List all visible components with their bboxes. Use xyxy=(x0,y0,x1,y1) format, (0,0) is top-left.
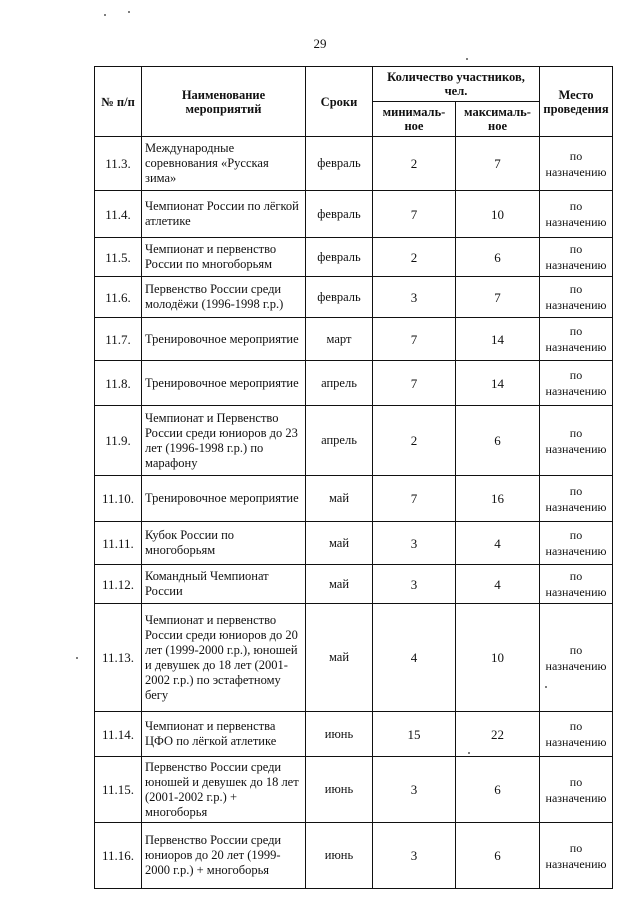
min-participants: 2 xyxy=(373,137,456,191)
event-place: по назначению xyxy=(540,318,613,361)
event-term: май xyxy=(306,604,373,712)
event-name: Чемпионат и первенство России по многоборьям xyxy=(142,238,306,277)
event-place: по назначению xyxy=(540,277,613,318)
row-number: 11.15. xyxy=(95,757,142,823)
max-participants: 6 xyxy=(456,757,540,823)
table-row xyxy=(95,406,613,476)
table-row xyxy=(95,522,613,565)
event-place: по назначению xyxy=(540,604,613,712)
event-place: по назначению xyxy=(540,476,613,522)
event-place: по назначению xyxy=(540,191,613,238)
event-term: май xyxy=(306,565,373,604)
max-participants: 10 xyxy=(456,191,540,238)
event-name: Первенство России среди юниоров до 20 лет (1999-2000 г.р.) + многоборья xyxy=(142,823,306,889)
event-place: по назначению xyxy=(540,361,613,406)
row-number: 11.3. xyxy=(95,137,142,191)
max-participants: 14 xyxy=(456,318,540,361)
event-place: по назначению xyxy=(540,757,613,823)
event-name: Первенство России среди юношей и девушек до 18 лет (2001-2002 г.р.) + многоборья xyxy=(142,757,306,823)
row-number: 11.6. xyxy=(95,277,142,318)
min-participants: 2 xyxy=(373,406,456,476)
min-participants: 3 xyxy=(373,522,456,565)
table-row xyxy=(95,712,613,757)
row-number: 11.11. xyxy=(95,522,142,565)
event-name: Тренировочное мероприятие xyxy=(142,476,306,522)
max-participants: 7 xyxy=(456,137,540,191)
max-participants: 14 xyxy=(456,361,540,406)
scan-speck xyxy=(76,657,78,659)
event-term: май xyxy=(306,476,373,522)
max-participants: 6 xyxy=(456,823,540,889)
event-term: апрель xyxy=(306,361,373,406)
event-term: февраль xyxy=(306,277,373,318)
max-participants: 4 xyxy=(456,565,540,604)
min-participants: 7 xyxy=(373,191,456,238)
table-header xyxy=(95,67,613,137)
max-participants: 16 xyxy=(456,476,540,522)
event-place: по назначению xyxy=(540,565,613,604)
min-participants: 7 xyxy=(373,476,456,522)
event-name: Кубок России по многоборьям xyxy=(142,522,306,565)
table-row xyxy=(95,565,613,604)
header-name: Наименование мероприятий xyxy=(142,67,306,137)
event-name: Командный Чемпионат России xyxy=(142,565,306,604)
event-term: июнь xyxy=(306,757,373,823)
min-participants: 15 xyxy=(373,712,456,757)
page-number: 29 xyxy=(313,36,327,51)
event-place: по назначению xyxy=(540,823,613,889)
header-num: № п/п xyxy=(95,67,142,137)
header-place: Место проведения xyxy=(540,67,613,137)
event-place: по назначению xyxy=(540,712,613,757)
event-name: Тренировочное мероприятие xyxy=(142,361,306,406)
event-place: по назначению xyxy=(540,238,613,277)
event-term: июнь xyxy=(306,712,373,757)
min-participants: 4 xyxy=(373,604,456,712)
row-number: 11.7. xyxy=(95,318,142,361)
min-participants: 7 xyxy=(373,361,456,406)
event-term: февраль xyxy=(306,137,373,191)
row-number: 11.10. xyxy=(95,476,142,522)
scan-speck xyxy=(128,11,130,13)
table-row xyxy=(95,476,613,522)
table-row xyxy=(95,757,613,823)
row-number: 11.12. xyxy=(95,565,142,604)
event-term: май xyxy=(306,522,373,565)
header-min: минималь-ное xyxy=(373,102,456,137)
scan-speck xyxy=(468,752,470,754)
event-term: февраль xyxy=(306,238,373,277)
event-name: Чемпионат России по лёгкой атлетике xyxy=(142,191,306,238)
event-term: июнь xyxy=(306,823,373,889)
event-place: по назначению xyxy=(540,522,613,565)
min-participants: 2 xyxy=(373,238,456,277)
min-participants: 3 xyxy=(373,277,456,318)
table-row xyxy=(95,318,613,361)
header-term: Сроки xyxy=(306,67,373,137)
events-table xyxy=(94,66,613,889)
event-name: Международные соревнования «Русская зима» xyxy=(142,137,306,191)
event-name: Первенство России среди молодёжи (1996-1998 г.р.) xyxy=(142,277,306,318)
row-number: 11.13. xyxy=(95,604,142,712)
event-term: апрель xyxy=(306,406,373,476)
scan-speck xyxy=(466,58,468,60)
table-row xyxy=(95,137,613,191)
row-number: 11.14. xyxy=(95,712,142,757)
event-name: Чемпионат и первенства ЦФО по лёгкой атлетике xyxy=(142,712,306,757)
event-name: Чемпионат и Первенство России среди юниоров до 23 лет (1996-1998 г.р.) по марафону xyxy=(142,406,306,476)
max-participants: 4 xyxy=(456,522,540,565)
row-number: 11.4. xyxy=(95,191,142,238)
event-place: по назначению xyxy=(540,406,613,476)
row-number: 11.8. xyxy=(95,361,142,406)
event-name: Чемпионат и первенство России среди юниоров до 20 лет (1999-2000 г.р.), юношей и девушек до 18 лет (2001-2002 г.р.) по эстафетному бегу xyxy=(142,604,306,712)
row-number: 11.9. xyxy=(95,406,142,476)
row-number: 11.5. xyxy=(95,238,142,277)
header-participants: Количество участников, чел. xyxy=(373,67,540,102)
event-name: Тренировочное мероприятие xyxy=(142,318,306,361)
max-participants: 10 xyxy=(456,604,540,712)
header-max: максималь-ное xyxy=(456,102,540,137)
max-participants: 6 xyxy=(456,238,540,277)
min-participants: 3 xyxy=(373,565,456,604)
scan-speck xyxy=(545,686,547,688)
header-row xyxy=(95,67,613,102)
table-row xyxy=(95,191,613,238)
event-place: по назначению xyxy=(540,137,613,191)
min-participants: 3 xyxy=(373,823,456,889)
table-body xyxy=(95,137,613,889)
min-participants: 7 xyxy=(373,318,456,361)
table-row xyxy=(95,238,613,277)
row-number: 11.16. xyxy=(95,823,142,889)
max-participants: 7 xyxy=(456,277,540,318)
max-participants: 22 xyxy=(456,712,540,757)
table-row xyxy=(95,277,613,318)
min-participants: 3 xyxy=(373,757,456,823)
table-row xyxy=(95,604,613,712)
event-term: февраль xyxy=(306,191,373,238)
scan-speck xyxy=(104,14,106,16)
event-term: март xyxy=(306,318,373,361)
table-row xyxy=(95,823,613,889)
table-row xyxy=(95,361,613,406)
max-participants: 6 xyxy=(456,406,540,476)
